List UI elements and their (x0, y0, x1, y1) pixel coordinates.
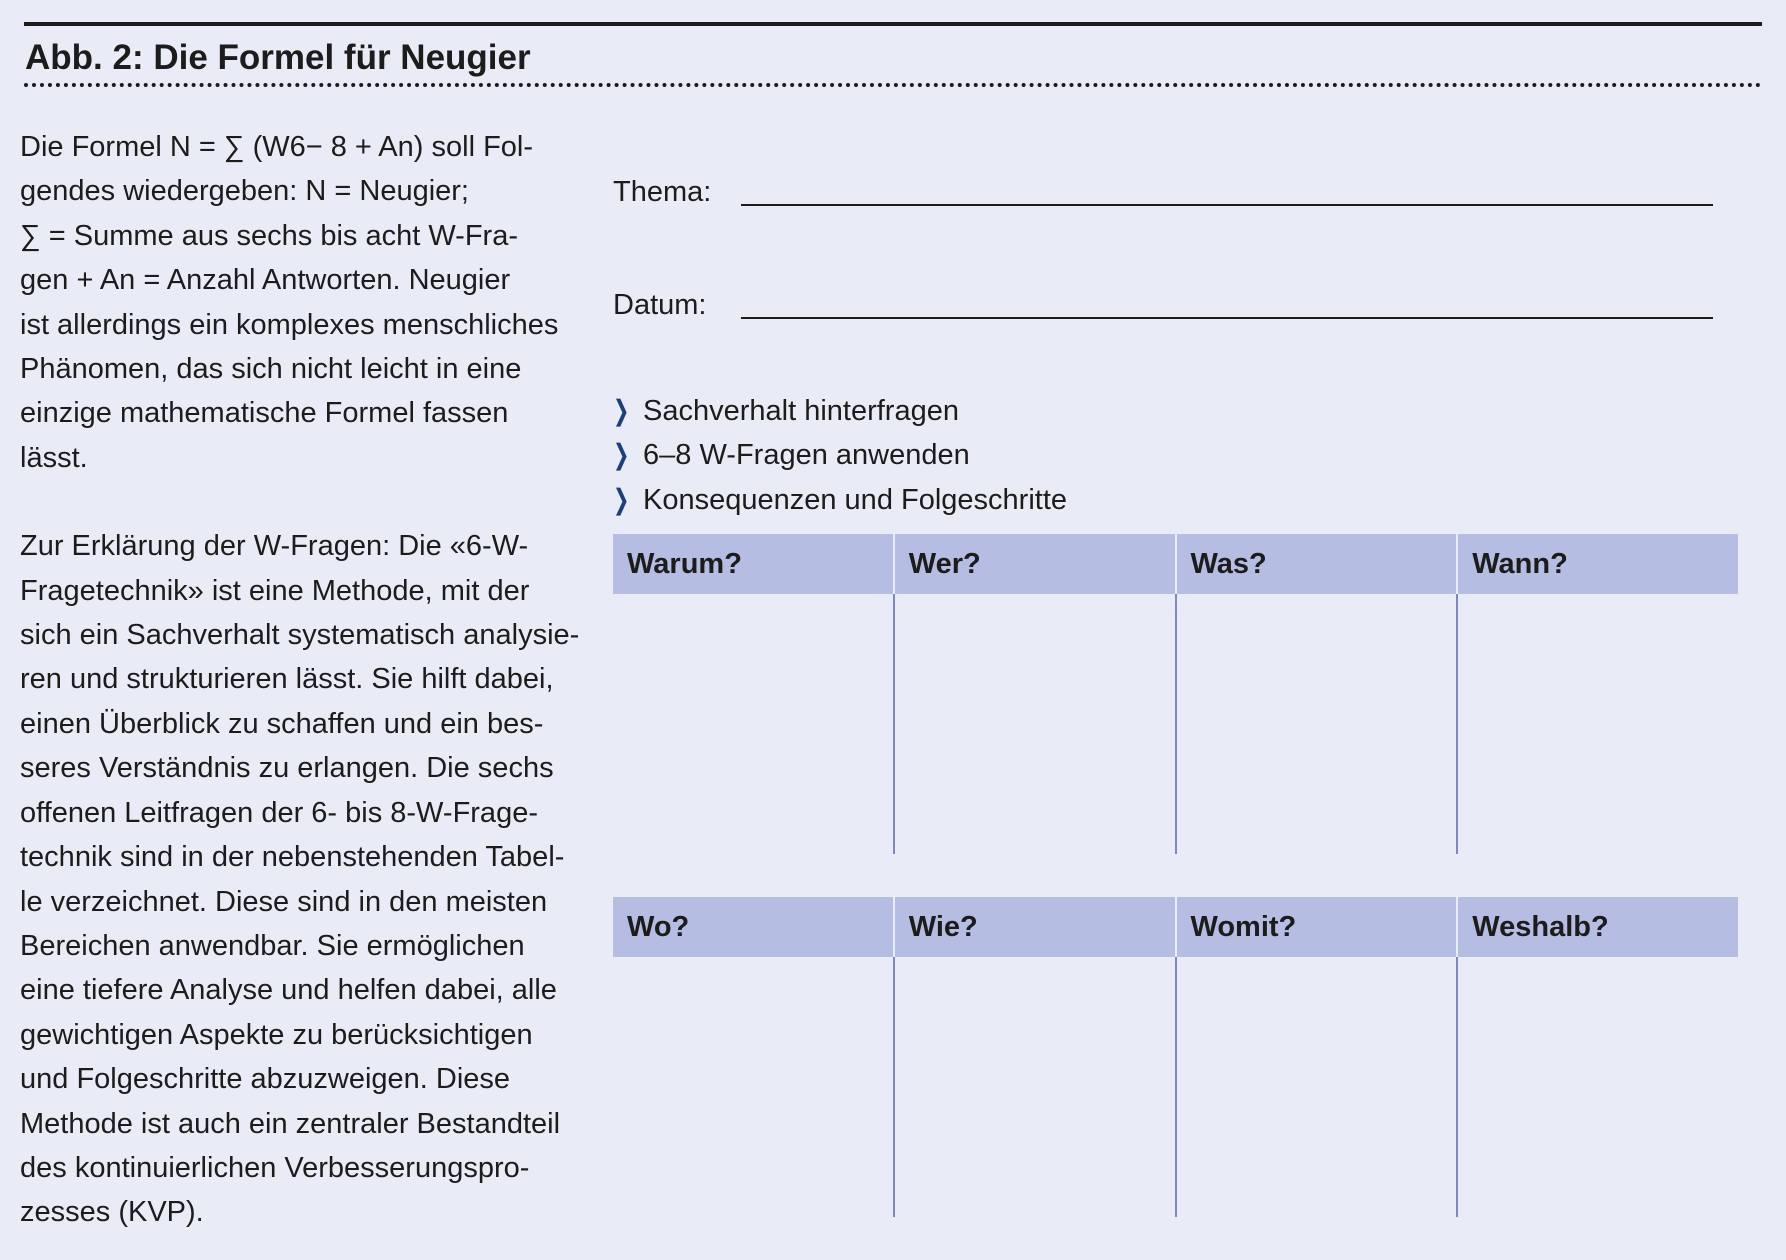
header-cell-was: Was? (1175, 534, 1457, 594)
bullet-text: 6–8 W-Fragen anwenden (643, 439, 970, 472)
header-cell-wo: Wo? (627, 911, 690, 943)
text-line: und Folgeschritte abzuzweigen. Diese (20, 1063, 511, 1096)
bullet-item (613, 478, 1513, 522)
chevron-right-icon: ❯ (613, 439, 630, 471)
text-line: sich ein Sachverhalt systematisch analysie- (20, 619, 580, 652)
answer-area-wie[interactable] (893, 957, 1175, 1217)
table-answer-row (613, 957, 1738, 1217)
answer-area-wann[interactable] (1456, 594, 1738, 854)
figure-title: Abb. 2: Die Formel für Neugier (25, 38, 531, 77)
datum-write-line[interactable] (741, 317, 1713, 319)
bullet-item (613, 389, 1513, 433)
text-line: Zur Erklärung der W-Fragen: Die «6-W- (20, 530, 529, 563)
header-cell-womit: Womit? (1175, 897, 1457, 957)
bullet-text: Sachverhalt hinterfragen (643, 395, 959, 427)
text-line: des kontinuierlichen Verbesserungspro- (20, 1151, 530, 1184)
text-line: le verzeichnet. Diese sind in den meisten (20, 885, 548, 918)
paragraph-gap (20, 480, 580, 524)
text-line: ist allerdings ein komplexes menschliches (20, 308, 559, 341)
header-cell-weshalb: Weshalb? (1456, 897, 1738, 957)
text-line: technik sind in der nebenstehenden Tabel- (20, 841, 565, 874)
table-header-row (613, 897, 1738, 957)
w-questions-table-1 (613, 534, 1738, 854)
bullet-text: Konsequenzen und Folgeschritte (643, 483, 1068, 516)
thema-label: Thema: (613, 176, 712, 208)
thema-write-line[interactable] (741, 204, 1713, 206)
text-line: ∑ = Summe aus sechs bis acht W-Fra- (20, 219, 518, 252)
text-line: lässt. (20, 441, 88, 474)
paragraph-explanation (20, 524, 580, 1235)
thema-field[interactable] (613, 170, 1713, 214)
text-line: einen Überblick zu schaffen und ein bes- (20, 707, 544, 740)
w-questions-table-2 (613, 897, 1738, 1217)
text-line: zesses (KVP). (20, 1196, 204, 1229)
answer-area-wer[interactable] (893, 594, 1175, 854)
text-line: eine tiefere Analyse und helfen dabei, alle (20, 974, 557, 1007)
answer-area-warum[interactable] (613, 594, 893, 854)
header-cell-wie: Wie? (893, 897, 1175, 957)
left-text-column (20, 125, 580, 1235)
table-answer-row (613, 594, 1738, 854)
text-line: gewichtigen Aspekte zu berücksichtigen (20, 1018, 533, 1051)
text-line: gen + An = Anzahl Antworten. Neugier (20, 264, 511, 297)
top-rule (24, 22, 1762, 26)
datum-field[interactable] (613, 283, 1713, 327)
chevron-right-icon: ❯ (613, 395, 630, 426)
answer-area-wo[interactable] (613, 957, 893, 1217)
header-cell-wer: Wer? (893, 534, 1175, 594)
answer-area-womit[interactable] (1175, 957, 1457, 1217)
text-line: Fragetechnik» ist eine Methode, mit der (20, 574, 530, 607)
text-line: Bereichen anwendbar. Sie ermöglichen (20, 929, 525, 962)
table-header-row (613, 534, 1738, 594)
header-cell-wann: Wann? (1456, 534, 1738, 594)
text-line: gendes wiedergeben: N = Neugier; (20, 175, 469, 208)
chevron-right-icon: ❯ (613, 483, 630, 515)
text-line: Die Formel N = ∑ (W6− 8 + An) soll Fol- (20, 131, 534, 163)
text-line: einzige mathematische Formel fassen (20, 397, 509, 430)
text-line: Methode ist auch ein zentraler Bestandteil (20, 1107, 561, 1140)
text-line: seres Verständnis zu erlangen. Die sechs (20, 752, 554, 785)
bullet-list (613, 389, 1513, 522)
text-line: offenen Leitfragen der 6- bis 8-W-Frage- (20, 796, 538, 829)
bullet-item (613, 433, 1513, 477)
header-cell-warum: Warum? (627, 548, 742, 580)
answer-area-weshalb[interactable] (1456, 957, 1738, 1217)
text-line: ren und strukturieren lässt. Sie hilft dabei, (20, 663, 554, 696)
datum-label: Datum: (613, 289, 707, 321)
dotted-divider (24, 83, 1762, 87)
paragraph-formula (20, 125, 580, 480)
answer-area-was[interactable] (1175, 594, 1457, 854)
text-line: Phänomen, das sich nicht leicht in eine (20, 353, 522, 386)
